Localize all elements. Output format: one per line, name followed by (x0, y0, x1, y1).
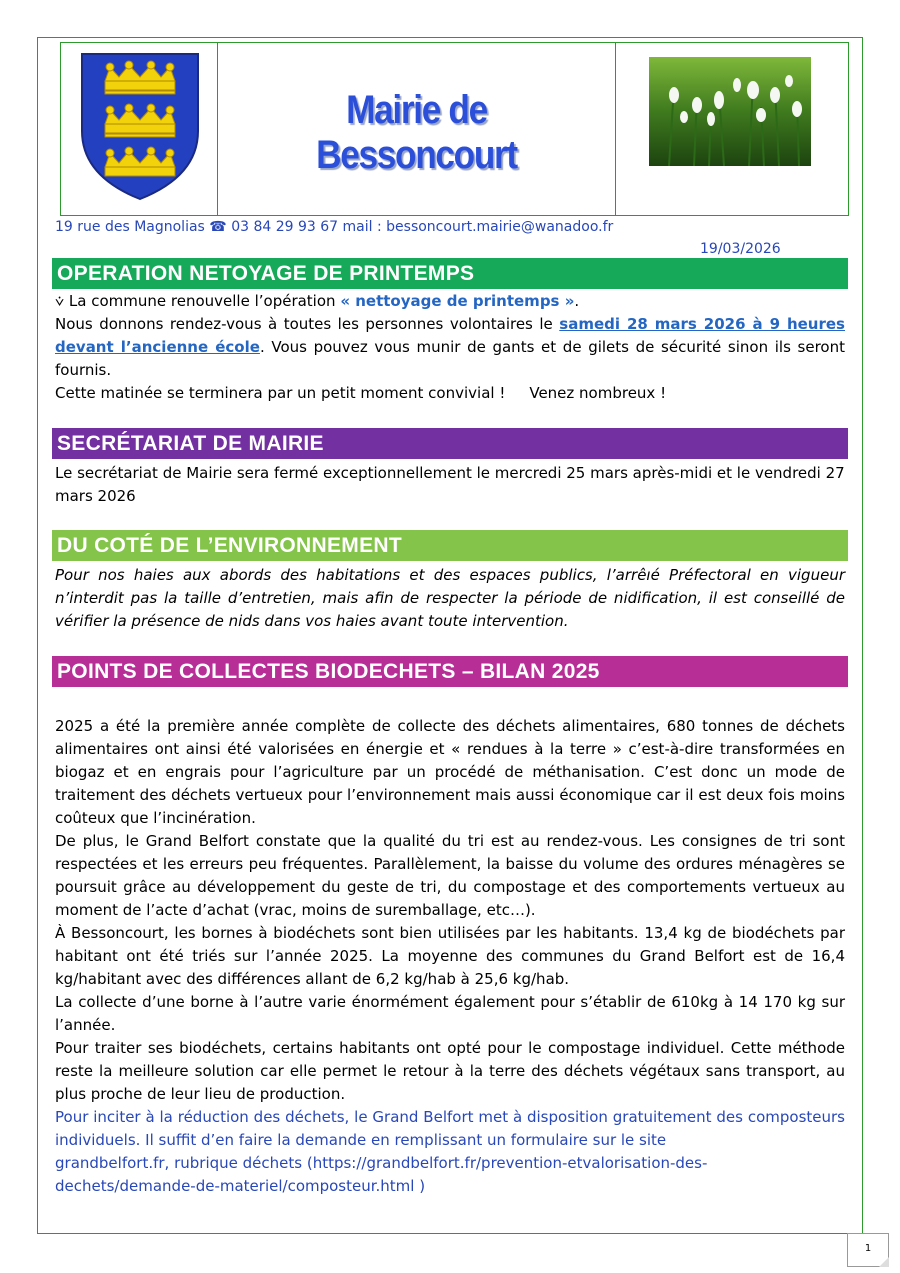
letterhead (60, 42, 849, 216)
closing-line: Cette matinée se terminera par un petit moment convivial ! Venez nombreux ! (55, 384, 667, 402)
email-link[interactable]: bessoncourt.mairie@wanadoo.fr (386, 219, 614, 235)
coat-of-arms-icon (79, 51, 201, 201)
contact-line (55, 219, 613, 235)
address: 19 rue des Magnolias (55, 219, 205, 235)
section-heading-biowaste: POINTS DE COLLECTES BIODECHETS – BILAN 2025 (52, 656, 848, 687)
page-title: Mairie de Bessoncourt (316, 88, 517, 177)
paragraph: À Bessoncourt, les bornes à biodéchets sont bien utilisées par les habitants. 13,4 kg de biodéchets par habitant ont été triés sur l’année 2025. La moyenne des communes du Grand Belfort est de 16,4 kg/habitant avec des différences allant de 6,2 kg/hab à 25,6 kg/hab. (55, 924, 845, 988)
phone-number: 03 84 29 93 67 (231, 219, 339, 235)
section-body-biowaste (55, 715, 845, 1198)
crest-cell (61, 43, 218, 215)
mail-label: mail : (342, 219, 382, 235)
paragraph: La collecte d’une borne à l’autre varie énormément également pour s’établir de 610kg à 14 170 kg sur l’année. (55, 993, 845, 1034)
operation-name: « nettoyage de printemps » (340, 292, 575, 310)
composter-paragraph: Pour inciter à la réduction des déchets, le Grand Belfort met à disposition gratuitement des composteurs individuels. Il suffit d’en faire la demande en remplissant un formulaire sur le site (55, 1108, 845, 1149)
section-body-secretariat: Le secrétariat de Mairie sera fermé exceptionnellement le mercredi 25 mars après-midi et le vendredi 27 mars 2026 (55, 464, 845, 505)
composter-link[interactable]: grandbelfort.fr, rubrique déchets (https://grandbelfort.fr/prevention-etvalorisation-des-dechets/demande-de-materiel/composteur.html ) (55, 1154, 708, 1195)
meeting-paragraph: Nous donnons rendez-vous à toutes les personnes volontaires le samedi 28 mars 2026 à 9 heures devant l’ancienne école. Vous pouvez vous munir de gants et de gilets de sécurité sinon ils seront fournis. (55, 315, 845, 379)
arrowhead-bullet-icon: ⩒ (55, 292, 65, 310)
section-body-environment: Pour nos haies aux abords des habitations et des espaces publics, l’arrêıé Préfectoral en vigueur n’interdit pas la taille d’entretien, mais afin de respecter la période de nidification, il est conseillé de vérifier la présence de nids dans vos haies avant toute intervention. (55, 566, 845, 630)
meeting-date-place: samedi 28 mars 2026 à 9 heures devant l’ancienne école (55, 315, 845, 356)
section-heading-spring-cleanup: OPERATION NETOYAGE DE PRINTEMPS (52, 258, 848, 289)
section-heading-secretariat: SECRÉTARIAT DE MAIRIE (52, 428, 848, 459)
section-body-spring-cleanup (55, 290, 845, 405)
title-cell (218, 43, 616, 215)
paragraph: 2025 a été la première année complète de collecte des déchets alimentaires, 680 tonnes de déchets alimentaires ont ainsi été valorisées en énergie et « rendues à la terre » c’est-à-dire transformées en biogaz et en engrais pour l’agriculture par un procédé de méthanisation. C’est donc un mode de traitement des déchets vertueux pour l’environnement mais aussi économique car il est deux fois moins coûteux que l’incinération. (55, 717, 845, 827)
paragraph: De plus, le Grand Belfort constate que la qualité du tri est au rendez-vous. Les consignes de tri sont respectées et les erreurs peu fréquentes. Parallèlement, la baisse du volume des ordures ménagères se poursuit grâce au développement du geste de tri, du compostage et des comportements vertueux au moment de l’acte d’achat (vrac, moins de suremballage, etc…). (55, 832, 845, 919)
announcement-line: ⩒ La commune renouvelle l’opération « nettoyage de printemps ». (55, 292, 580, 310)
paragraph: Pour traiter ses biodéchets, certains habitants ont opté pour le compostage individuel. Cette méthode reste la meilleure solution car elle permet le retour à la terre des déchets végétaux sans transport, au plus proche de leur lieu de production. (55, 1039, 845, 1103)
page-number: 1 (847, 1233, 889, 1267)
snowdrops-photo (649, 57, 811, 166)
section-heading-environment: DU COTÉ DE L’ENVIRONNEMENT (52, 530, 848, 561)
telephone-icon: ☎ (209, 219, 227, 235)
document-date: 19/03/2026 (700, 241, 781, 257)
photo-cell (616, 43, 848, 215)
